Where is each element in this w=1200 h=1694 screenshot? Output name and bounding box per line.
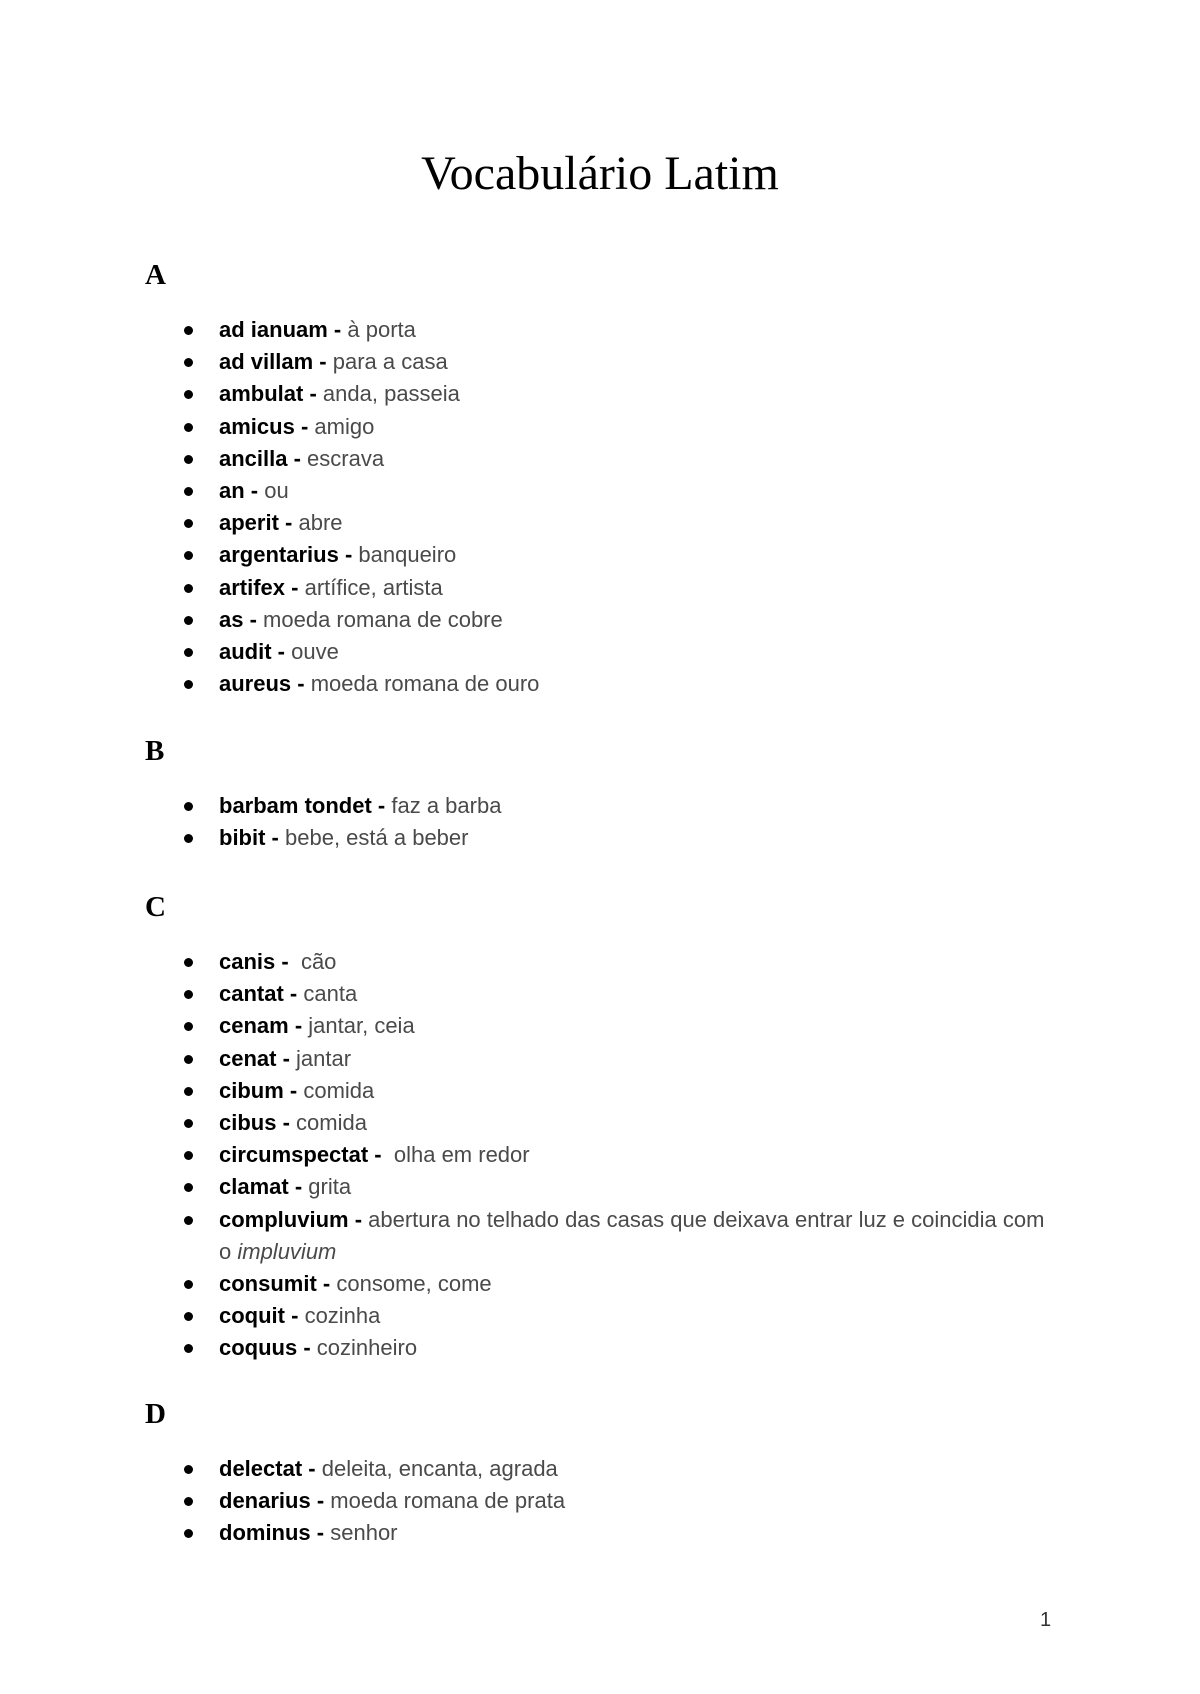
term-separator: - bbox=[302, 1456, 322, 1481]
page-title: Vocabulário Latim bbox=[421, 147, 779, 200]
term-separator: - bbox=[368, 1142, 394, 1168]
bullet-icon bbox=[184, 1280, 193, 1289]
list-item bbox=[145, 1204, 1051, 1268]
list-item bbox=[145, 572, 1045, 604]
list-item bbox=[145, 1485, 1045, 1517]
translation: abertura no telhado das casas que deixava entrar luz e coincidia com o bbox=[219, 1206, 1051, 1264]
list-item bbox=[145, 443, 1045, 475]
list-item bbox=[145, 539, 1045, 571]
list-item bbox=[145, 1332, 1045, 1364]
translation: artífice, artista bbox=[304, 574, 443, 600]
translation: faz a barba bbox=[391, 793, 502, 818]
list-item bbox=[145, 668, 1045, 700]
translation: deleita, encanta, agrada bbox=[321, 1456, 558, 1481]
latin-term: cibum bbox=[219, 1077, 284, 1103]
translation: moeda romana de cobre bbox=[263, 606, 503, 632]
section-a bbox=[145, 258, 1045, 700]
list-item bbox=[145, 790, 1045, 822]
list-item bbox=[145, 636, 1045, 668]
term-separator: - bbox=[275, 949, 301, 974]
bullet-icon bbox=[184, 616, 193, 625]
term-separator: - bbox=[276, 1110, 297, 1136]
translation: moeda romana de ouro bbox=[310, 671, 540, 697]
translation: cozinha bbox=[304, 1303, 381, 1329]
section-c bbox=[145, 890, 1051, 1365]
bullet-icon bbox=[184, 1183, 193, 1192]
bullet-icon bbox=[184, 1312, 193, 1321]
latin-term: ambulat bbox=[219, 381, 304, 407]
translation: cão bbox=[300, 949, 337, 974]
list-item bbox=[145, 978, 1045, 1010]
translation: escrava bbox=[307, 445, 385, 471]
section-d bbox=[145, 1397, 1045, 1550]
latin-term: amicus bbox=[219, 413, 295, 439]
term-separator: - bbox=[338, 542, 359, 568]
list-item bbox=[145, 946, 1045, 978]
term-separator: - bbox=[283, 981, 304, 1007]
bullet-icon bbox=[184, 519, 193, 528]
term-separator: - bbox=[327, 317, 348, 342]
translation: ouve bbox=[291, 639, 339, 665]
latin-term: cenat bbox=[219, 1045, 277, 1071]
bullet-icon bbox=[184, 358, 193, 367]
list-item bbox=[145, 604, 1045, 636]
section-b bbox=[145, 734, 1045, 854]
translation: jantar bbox=[296, 1045, 352, 1071]
latin-term: as bbox=[219, 606, 244, 632]
translation-italic: impluvium bbox=[237, 1238, 337, 1264]
latin-term: cantat bbox=[219, 981, 284, 1007]
latin-term: ancilla bbox=[219, 445, 288, 471]
term-separator: - bbox=[310, 1520, 331, 1546]
translation: moeda romana de prata bbox=[330, 1488, 566, 1514]
latin-term: cenam bbox=[219, 1013, 289, 1039]
bullet-icon bbox=[184, 1151, 193, 1160]
latin-term: coquit bbox=[219, 1303, 285, 1329]
page-number: 1 bbox=[1040, 1609, 1052, 1631]
list-item bbox=[145, 1517, 1045, 1549]
term-separator: - bbox=[285, 574, 305, 600]
translation: senhor bbox=[330, 1520, 398, 1546]
latin-term: cibus bbox=[219, 1110, 277, 1136]
latin-term: delectat bbox=[219, 1456, 303, 1481]
entry-list bbox=[145, 790, 1045, 854]
term-separator: - bbox=[310, 1488, 331, 1514]
term-separator: - bbox=[285, 1303, 305, 1329]
bullet-icon bbox=[184, 423, 193, 432]
latin-term: consumit bbox=[219, 1271, 317, 1297]
term-separator: - bbox=[283, 1077, 304, 1103]
term-separator: - bbox=[243, 606, 264, 632]
bullet-icon bbox=[184, 326, 193, 335]
term-separator: - bbox=[276, 1045, 297, 1071]
latin-term: coquus bbox=[219, 1335, 298, 1361]
list-item bbox=[145, 507, 1045, 539]
bullet-icon bbox=[184, 1497, 193, 1506]
bullet-icon bbox=[184, 834, 193, 843]
translation: olha em redor bbox=[393, 1142, 530, 1168]
latin-term: an bbox=[219, 478, 245, 504]
list-item bbox=[145, 411, 1045, 443]
term-separator: - bbox=[348, 1206, 369, 1232]
translation: canta bbox=[303, 981, 358, 1007]
latin-term: circumspectat bbox=[219, 1142, 369, 1168]
list-item bbox=[145, 1300, 1045, 1332]
list-item bbox=[145, 1075, 1045, 1107]
latin-term: barbam tondet bbox=[219, 793, 372, 818]
latin-term: audit bbox=[219, 639, 272, 665]
bullet-icon bbox=[184, 390, 193, 399]
translation: banqueiro bbox=[358, 542, 457, 568]
term-separator: - bbox=[294, 413, 315, 439]
translation: comida bbox=[296, 1110, 367, 1136]
bullet-icon bbox=[184, 680, 193, 689]
latin-term: compluvium bbox=[219, 1206, 349, 1232]
latin-term: clamat bbox=[219, 1174, 289, 1200]
latin-term: canis bbox=[219, 949, 276, 974]
entry-list bbox=[145, 1453, 1045, 1550]
latin-term: argentarius bbox=[219, 542, 339, 568]
list-item bbox=[145, 1043, 1045, 1075]
term-separator: - bbox=[288, 1013, 309, 1039]
bullet-icon bbox=[184, 1465, 193, 1474]
list-item bbox=[145, 1268, 1045, 1300]
section-letter: A bbox=[145, 259, 166, 291]
bullet-icon bbox=[184, 1022, 193, 1031]
bullet-icon bbox=[184, 1119, 193, 1128]
translation: anda, passeia bbox=[322, 381, 460, 407]
term-separator: - bbox=[288, 1174, 309, 1200]
term-separator: - bbox=[297, 1335, 317, 1361]
latin-term: aperit bbox=[219, 510, 279, 536]
term-separator: - bbox=[303, 381, 323, 407]
latin-term: bibit bbox=[219, 825, 266, 851]
bullet-icon bbox=[184, 958, 193, 967]
translation: à porta bbox=[347, 317, 416, 342]
list-item bbox=[145, 346, 1045, 378]
bullet-icon bbox=[184, 455, 193, 464]
latin-term: ad ianuam bbox=[219, 317, 328, 342]
bullet-icon bbox=[184, 1216, 193, 1225]
bullet-icon bbox=[184, 1087, 193, 1096]
bullet-icon bbox=[184, 1529, 193, 1538]
term-separator: - bbox=[244, 478, 265, 504]
translation: comida bbox=[303, 1077, 375, 1103]
bullet-icon bbox=[184, 802, 193, 811]
term-separator: - bbox=[265, 825, 285, 851]
bullet-icon bbox=[184, 648, 193, 657]
term-separator: - bbox=[278, 510, 299, 536]
term-separator: - bbox=[291, 671, 311, 697]
latin-term: dominus bbox=[219, 1520, 311, 1546]
list-item bbox=[145, 1010, 1045, 1042]
list-item bbox=[145, 1171, 1045, 1203]
section-letter: C bbox=[145, 891, 166, 923]
latin-term: aureus bbox=[219, 671, 292, 697]
list-item bbox=[145, 314, 1045, 346]
list-item bbox=[145, 822, 1045, 854]
list-item bbox=[145, 1453, 1045, 1485]
bullet-icon bbox=[184, 551, 193, 560]
list-item bbox=[145, 475, 1045, 507]
translation: ou bbox=[264, 478, 289, 504]
bullet-icon bbox=[184, 487, 193, 496]
translation: jantar, ceia bbox=[308, 1013, 415, 1039]
list-item bbox=[145, 1139, 1045, 1171]
translation: cozinheiro bbox=[316, 1335, 418, 1361]
term-separator: - bbox=[313, 349, 333, 375]
translation: grita bbox=[308, 1174, 352, 1200]
bullet-icon bbox=[184, 990, 193, 999]
entry-list bbox=[145, 946, 1051, 1365]
translation: consome, come bbox=[336, 1271, 492, 1297]
bullet-icon bbox=[184, 1055, 193, 1064]
term-separator: - bbox=[271, 639, 292, 665]
entry-list bbox=[145, 314, 1045, 700]
section-letter: B bbox=[145, 735, 165, 767]
term-separator: - bbox=[287, 445, 308, 471]
latin-term: ad villam bbox=[219, 349, 314, 375]
bullet-icon bbox=[184, 1344, 193, 1353]
translation: amigo bbox=[314, 413, 375, 439]
latin-term: artifex bbox=[219, 574, 286, 600]
translation: bebe, está a beber bbox=[285, 825, 469, 851]
list-item bbox=[145, 378, 1045, 410]
term-separator: - bbox=[371, 793, 392, 818]
section-letter: D bbox=[145, 1398, 166, 1430]
bullet-icon bbox=[184, 584, 193, 593]
translation: para a casa bbox=[332, 349, 448, 375]
latin-term: denarius bbox=[219, 1488, 311, 1514]
term-separator: - bbox=[316, 1271, 337, 1297]
list-item bbox=[145, 1107, 1045, 1139]
translation: abre bbox=[298, 510, 343, 536]
